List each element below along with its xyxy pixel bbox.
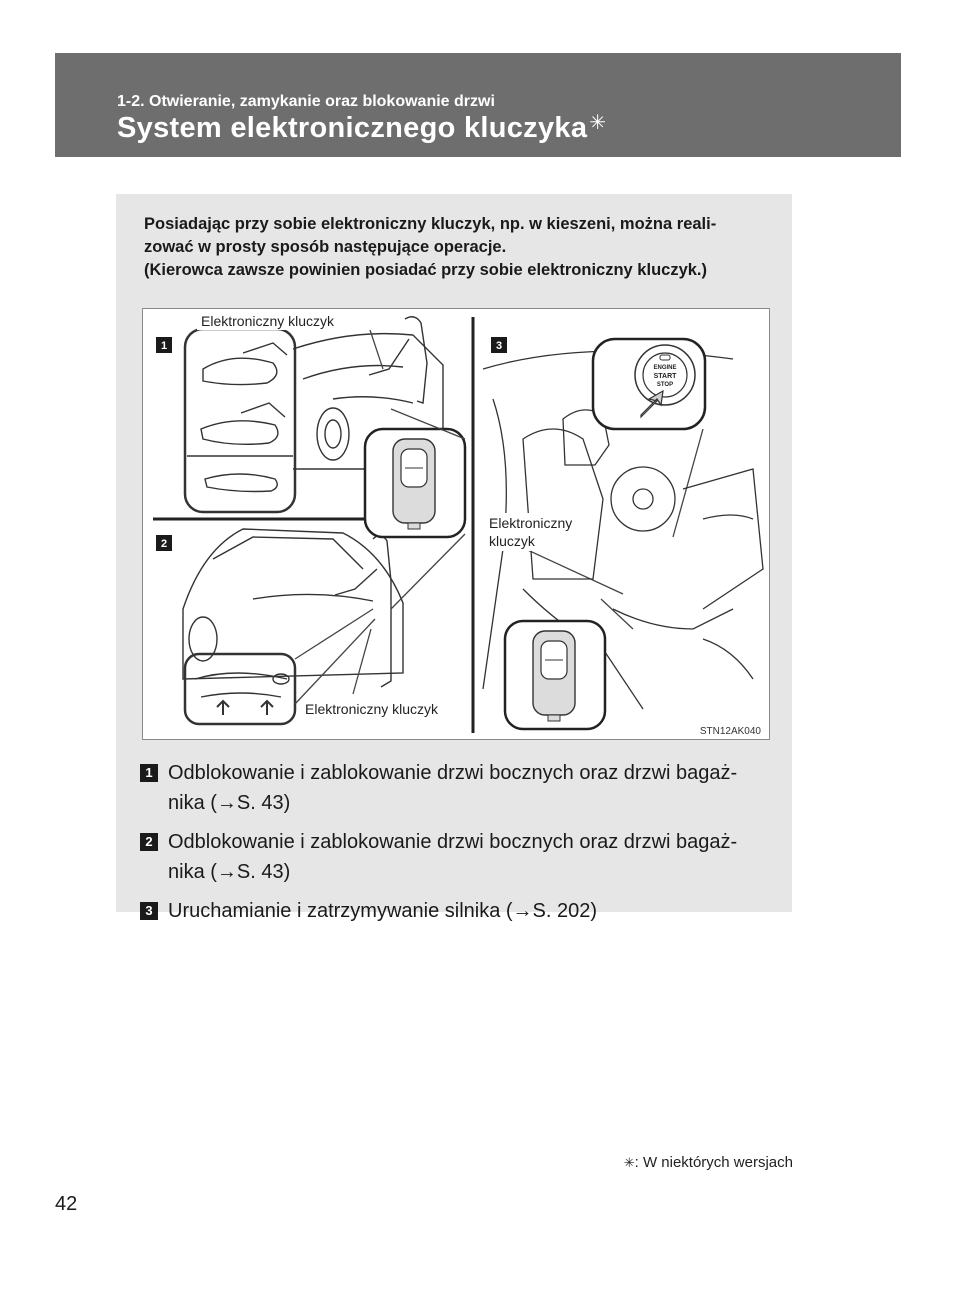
- page-title: [117, 112, 606, 145]
- chapter-header: [55, 53, 901, 157]
- electronic-key-inset-2: [505, 621, 605, 729]
- intro-text: [144, 213, 774, 282]
- operations-list: [140, 758, 780, 935]
- item-text-line1: Odblokowanie i zablokowanie drzwi bocznych oraz drzwi bagaż-: [168, 762, 738, 784]
- button-text-engine: ENGINE: [653, 365, 677, 371]
- list-item: [140, 896, 780, 926]
- badge-3-text: 3: [495, 340, 503, 352]
- section-title: 1-2. Otwieranie, zamykanie oraz blokowanie drzwi: [117, 93, 495, 110]
- figure-code: STN12AK040: [699, 726, 761, 737]
- page-number: 42: [55, 1193, 78, 1215]
- button-text-start: START: [653, 373, 677, 380]
- asterisk-mark: ✳: [589, 112, 607, 134]
- badge-1-text: 1: [160, 340, 168, 352]
- engine-start-button-inset: [593, 339, 705, 429]
- content-panel: [116, 194, 792, 922]
- list-item: [140, 827, 780, 887]
- page-title-text: System elektronicznego kluczyka: [117, 112, 588, 144]
- label-key-bottom: Elektroniczny kluczyk: [305, 701, 439, 717]
- item-number-badge: 3: [140, 902, 158, 920]
- intro-line-2: zować w prosty sposób następujące operacje.: [144, 238, 507, 256]
- list-item: [140, 758, 780, 818]
- item-text-line1: Uruchamianie i zatrzymywanie silnika (→S. 202): [168, 900, 598, 922]
- bumper-sensor-inset: [185, 654, 295, 724]
- label-key-top: Elektroniczny kluczyk: [201, 313, 335, 329]
- label-key-right-line1: Elektroniczny: [489, 515, 573, 531]
- label-key-right-line2: kluczyk: [489, 533, 535, 549]
- footnote: [624, 1154, 793, 1171]
- illustration-figure: [142, 308, 770, 740]
- intro-line-3: (Kierowca zawsze powinien posiadać przy sobie elektroniczny kluczyk.): [144, 261, 708, 279]
- item-text-line1: Odblokowanie i zablokowanie drzwi bocznych oraz drzwi bagaż-: [168, 831, 738, 853]
- item-text-line2: nika (→S. 43): [168, 861, 291, 883]
- electronic-key-inset-1: [365, 429, 465, 537]
- door-handle-insets: [185, 329, 295, 512]
- illustration-drawing: [143, 309, 769, 739]
- badge-2-text: 2: [160, 538, 168, 550]
- item-text-line2: nika (→S. 43): [168, 792, 291, 814]
- footnote-text: : W niektórych wersjach: [634, 1154, 793, 1171]
- item-number-badge: 2: [140, 833, 158, 851]
- footnote-asterisk-mark: ✳: [623, 1155, 635, 1170]
- intro-line-1: Posiadając przy sobie elektroniczny kluczyk, np. w kieszeni, można reali-: [144, 215, 717, 233]
- button-text-stop: STOP: [656, 382, 674, 388]
- item-number-badge: 1: [140, 764, 158, 782]
